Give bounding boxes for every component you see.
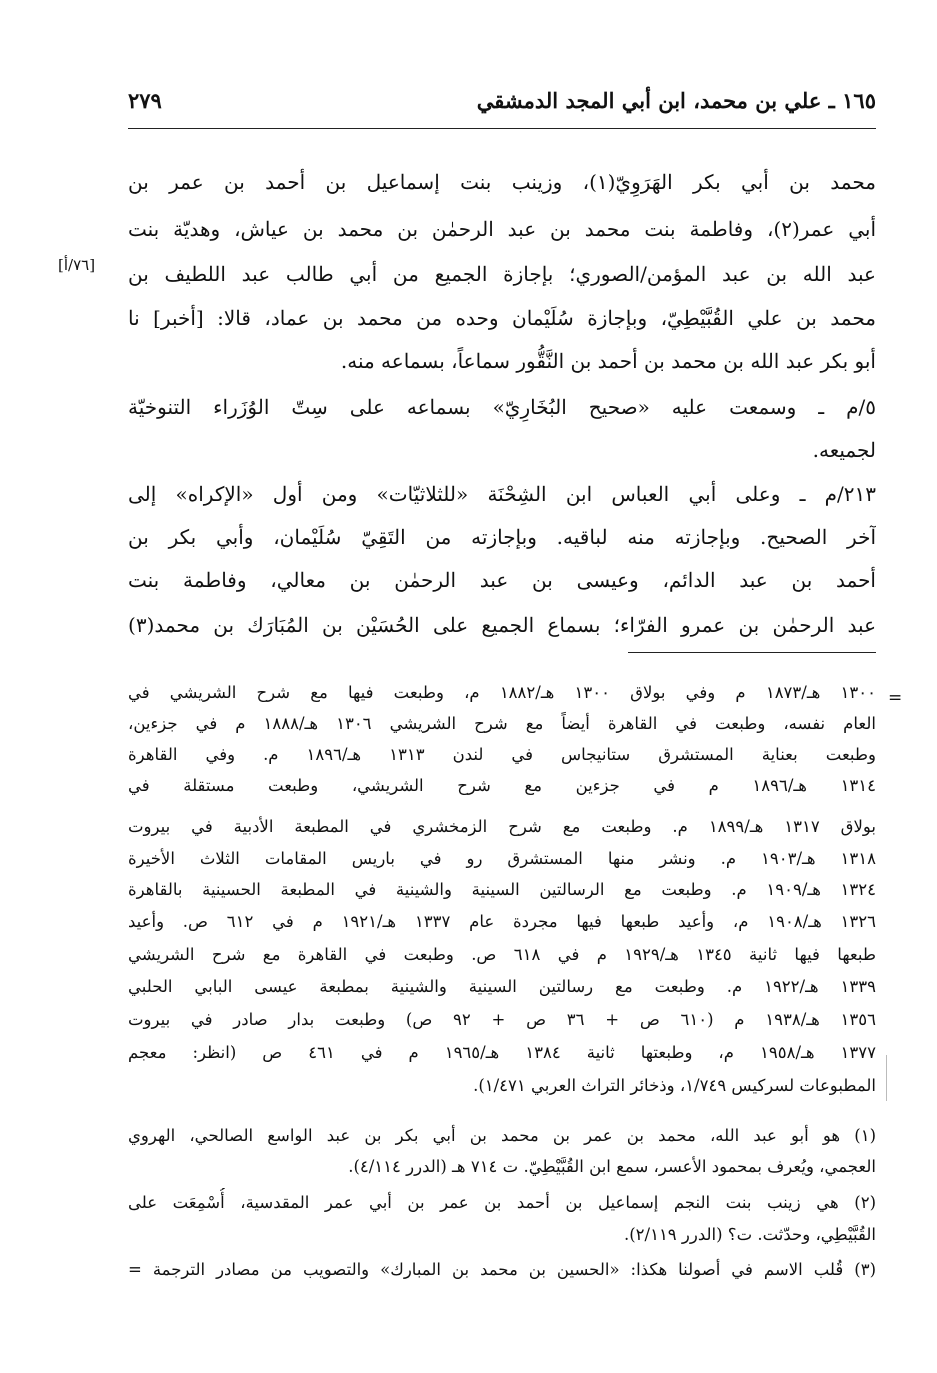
body-line: أبو بكر عبد الله بن محمد بن أحمد بن النَّقُّور سماعاً، بسماعه منه. xyxy=(340,349,876,373)
body-line: آخر الصحيح. وبإجازته منه لباقيه. وبإجازته من التَقِيّ سُلَيْمان، وأبي بكر بن xyxy=(128,525,876,549)
body-line: ٥/م ـ وسمعت عليه «صحيح البُخَارِيّ» بسماعه على سِتّ الوُزَراء التنوخيّة xyxy=(128,395,876,419)
footnote-line: ١٣٠٠ هـ/١٨٧٣ م وفي بولاق ١٣٠٠ هـ/١٨٨٢ م، وطبعت فيها مع شرح الشريشي في xyxy=(128,683,876,702)
body-line: محمد بن علي القُبَّيْطِيّ، وبإجازة سُلَيْمان وحده من محمد بن عماد، قالا: [أخبر] نا xyxy=(128,306,876,330)
header-rule xyxy=(128,128,876,129)
body-line: أبي عمر(٢)، وفاطمة بنت محمد بن عبد الرحمٰن بن محمد بن عياش، وهديّة بنت xyxy=(128,217,876,241)
footnote-2-line: القُبَّيْطِي، وحدّثت. ت؟ (الدرر ٢/١١٩). xyxy=(623,1225,876,1244)
footnote-2-line: (٢) هي زينب بنت النجم إسماعيل بن أحمد بن عمر بن أبي عمر المقدسية، أُسْمِعَت على xyxy=(128,1193,876,1212)
header-title: ١٦٥ ـ علي بن محمد، ابن أبي المجد الدمشقي xyxy=(476,88,876,113)
footnote-line: ١٣١٤ هـ/١٨٩٦ م في جزءين مع شرح الشريشي، وطبعت مستقلة في xyxy=(128,776,876,795)
footnote-3-line: (٣) قُلب الاسم في أصولنا هكذا: «الحسين بن محمد بن المبارك» والتصويب من مصادر الترجمة = xyxy=(128,1260,876,1279)
footnote-line: ١٣١٨ هـ/١٩٠٣ م. ونشر منها المستشرق رو في باريس المقامات الثلاث الأخيرة xyxy=(128,849,876,868)
margin-folio-note: [٧٦/أ] xyxy=(58,256,96,274)
body-line: محمد بن أبي بكر الهَرَوِيّ(١)، وزينب بنت إسماعيل بن أحمد بن عمر بن xyxy=(128,170,876,194)
continuation-mark: = xyxy=(888,688,903,708)
body-line: ٢١٣/م ـ وعلى أبي العباس ابن الشِحْنَة «للثلاثيّات» ومن أول «الإكراه» إلى xyxy=(128,482,876,506)
footnote-line: طبعها فيها ثانية ١٣٤٥ هـ/١٩٢٩ م في ٦١٨ ص. وطبعت في القاهرة مع شرح الشريشي xyxy=(128,945,876,964)
footnote-line: وطبعت بعناية المستشرق ستانيجاس في لندن ١٣١٣ هـ/١٨٩٦ م. وفي القاهرة xyxy=(128,745,876,764)
footnote-line: ١٣٥٦ هـ/١٩٣٨ م (٦١٠ ص + ٣٦ ص + ٩٢ ص) وطبعت بدار صادر في بيروت xyxy=(128,1010,876,1029)
body-line: عبد الله بن عبد المؤمن/الصوري؛ بإجازة الجميع من أبي طالب عبد اللطيف بن xyxy=(128,262,876,286)
footnote-1-line: العجمي، ويُعرف بمحمود الأعسر، سمع ابن القُبَّيْطِيّ. ت ٧١٤ هـ (الدرر ٤/١١٤). xyxy=(348,1157,876,1176)
page-number: ٢٧٩ xyxy=(128,88,162,113)
footnote-line: ١٣٢٦ هـ/١٩٠٨ م، وأعيد طبعها فيها مجردة عام ١٣٣٧ هـ/١٩٢١ م في ٦١٢ ص. وأعيد xyxy=(128,912,876,931)
footnote-1-line: (١) هو أبو عبد الله، محمد بن عمر بن محمد بن أبي بكر بن عبد الواسع الصالحي، الهروي xyxy=(128,1126,876,1145)
body-line: لجميعه. xyxy=(812,438,876,462)
footnote-line: ١٣٢٤ هـ/١٩٠٩ م. وطبعت مع الرسالتين السينية والشينية في المطبعة الحسينية بالقاهرة xyxy=(128,880,876,899)
footnote-separator xyxy=(628,652,876,653)
footnote-line: بولاق ١٣١٧ هـ/١٨٩٩ م. وطبعت مع شرح الزمخشري في المطبعة الأدبية في بيروت xyxy=(128,817,876,836)
footnote-line: ١٣٣٩ هـ/١٩٢٢ م. وطبعت مع رسالتين السينية والشينية بمطبعة عيسى البابي الحلبي xyxy=(128,977,876,996)
running-header xyxy=(128,84,876,124)
footnote-line: المطبوعات لسركيس ١/٧٤٩، وذخائر التراث العربي ١/٤٧١). xyxy=(473,1076,876,1095)
footnote-line: ١٣٧٧ هـ/١٩٥٨ م، وطبعتها ثانية ١٣٨٤ هـ/١٩٦٥ م في ٤٦١ ص (انظر: معجم xyxy=(128,1043,876,1062)
scan-artifact xyxy=(886,1055,887,1101)
footnote-line: العام نفسه، وطبعت في القاهرة أيضاً مع شرح الشريشي ١٣٠٦ هـ/١٨٨٨ م في جزءين، xyxy=(128,714,876,733)
body-line: أحمد بن عبد الدائم، وعيسى بن عبد الرحمٰن بن معالي، وفاطمة بنت xyxy=(128,568,876,592)
body-line: عبد الرحمٰن بن عمرو الفرّاء؛ بسماع الجميع على الحُسَيْن بن المُبَارَك بن محمد(٣) xyxy=(128,613,876,637)
